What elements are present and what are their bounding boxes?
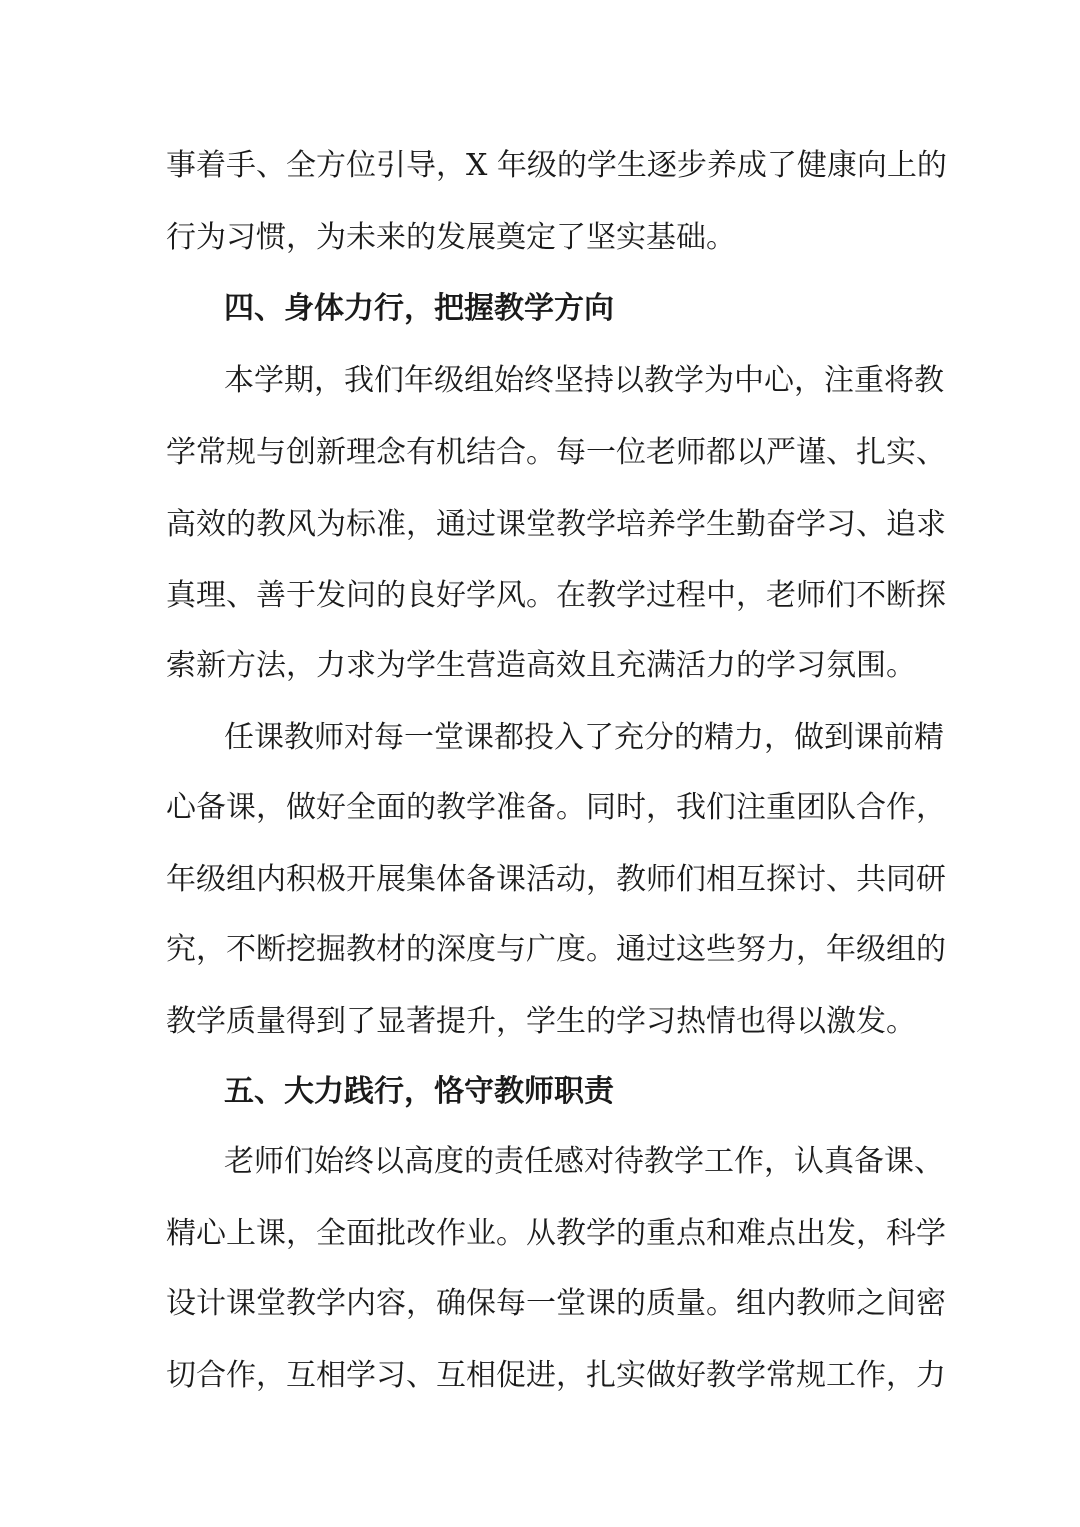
s5-p1-line-1: 老师们始终以高度的责任感对待教学工作，认真备课、 bbox=[224, 1144, 944, 1179]
intro-line-1: 事着手、全方位引导，X 年级的学生逐步养成了健康向上的 bbox=[166, 148, 947, 183]
s4-p1-line-3: 高效的教风为标准，通过课堂教学培养学生勤奋学习、追求 bbox=[166, 507, 946, 542]
s4-p1-line-5: 索新方法，力求为学生营造高效且充满活力的学习氛围。 bbox=[166, 648, 916, 683]
intro-line-2: 行为习惯，为未来的发展奠定了坚实基础。 bbox=[166, 220, 736, 255]
section-5-heading: 五、大力践行，恪守教师职责 bbox=[224, 1074, 614, 1109]
s4-p2-line-4: 究，不断挖掘教材的深度与广度。通过这些努力，年级组的 bbox=[166, 932, 946, 967]
s4-p2-line-2: 心备课，做好全面的教学准备。同时，我们注重团队合作， bbox=[166, 790, 946, 825]
s4-p2-line-5: 教学质量得到了显著提升，学生的学习热情也得以激发。 bbox=[166, 1004, 916, 1039]
s4-p2-line-3: 年级组内积极开展集体备课活动，教师们相互探讨、共同研 bbox=[166, 862, 946, 897]
s4-p2-line-1: 任课教师对每一堂课都投入了充分的精力，做到课前精 bbox=[224, 720, 944, 755]
section-4-heading: 四、身体力行，把握教学方向 bbox=[224, 291, 614, 326]
s4-p1-line-1: 本学期，我们年级组始终坚持以教学为中心，注重将教 bbox=[224, 363, 944, 398]
s5-p1-line-4: 切合作，互相学习、互相促进，扎实做好教学常规工作，力 bbox=[166, 1358, 946, 1393]
s4-p1-line-2: 学常规与创新理念有机结合。每一位老师都以严谨、扎实、 bbox=[166, 435, 946, 470]
s5-p1-line-2: 精心上课，全面批改作业。从教学的重点和难点出发，科学 bbox=[166, 1216, 946, 1251]
s5-p1-line-3: 设计课堂教学内容，确保每一堂课的质量。组内教师之间密 bbox=[166, 1286, 946, 1321]
s4-p1-line-4: 真理、善于发问的良好学风。在教学过程中，老师们不断探 bbox=[166, 578, 946, 613]
